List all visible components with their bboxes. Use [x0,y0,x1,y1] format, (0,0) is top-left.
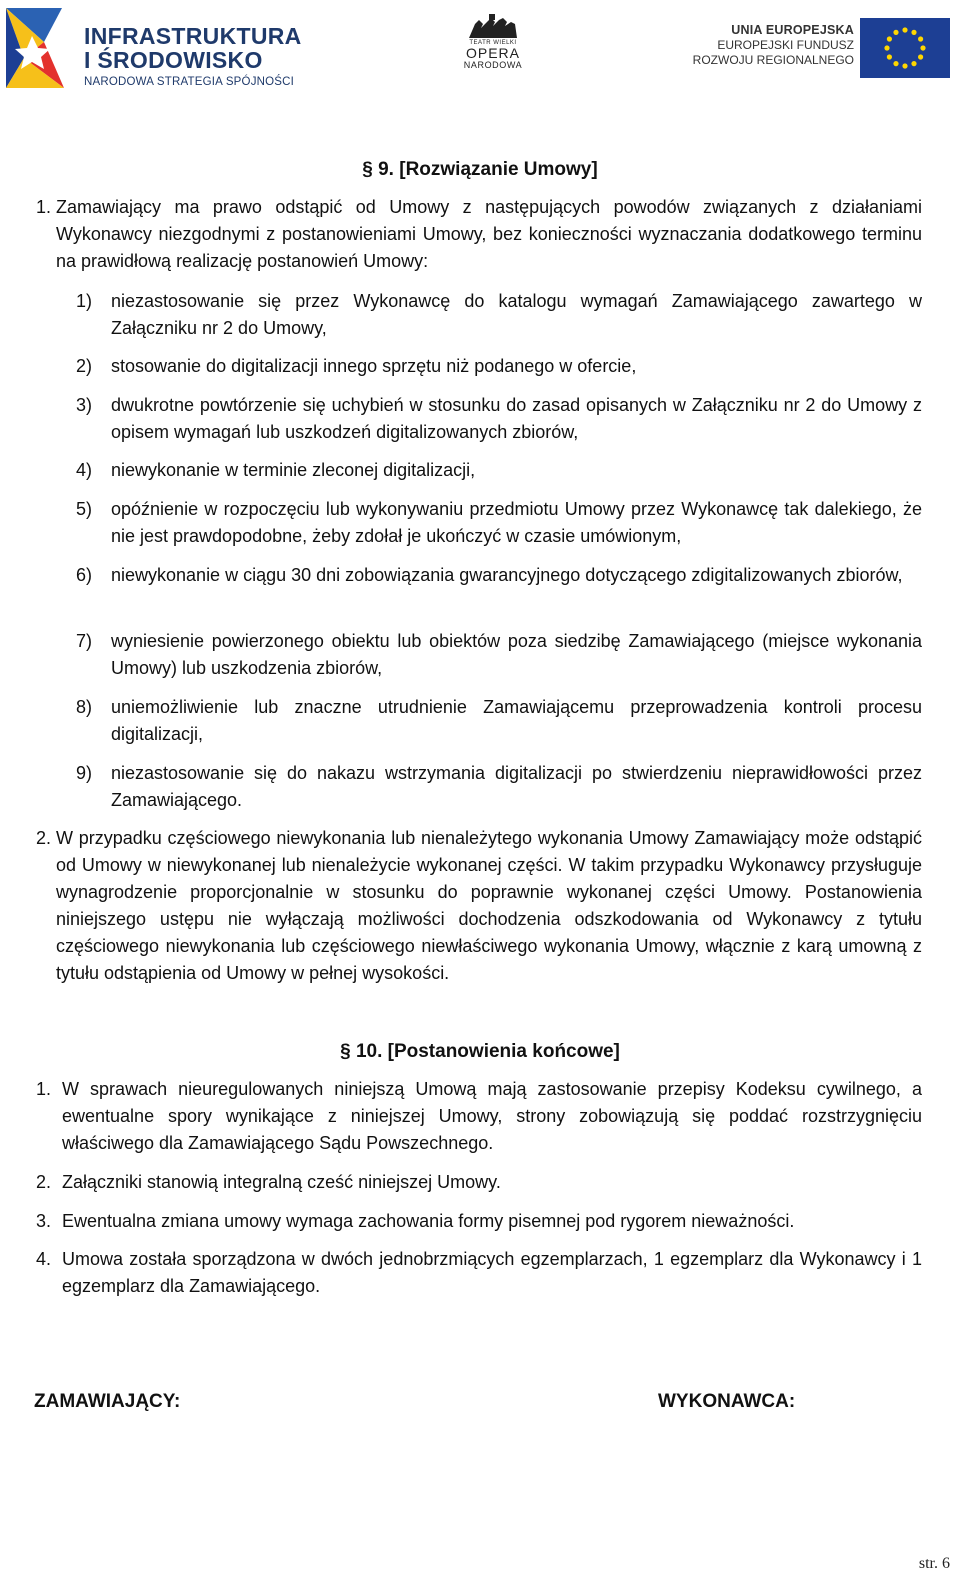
list-item: uniemożliwienie lub znaczne utrudnienie Zamawiającemu przeprowadzenia kontroli procesu digitalizacji, [111,697,922,744]
logo-line-3: NARODOWA STRATEGIA SPÓJNOŚCI [84,76,295,88]
logo-line-1: INFRASTRUKTURA [84,23,302,49]
list-item: stosowanie do digitalizacji innego sprzętu niż podanego w ofercie, [111,356,637,376]
list-item-number: 3. [36,1211,52,1231]
list-item: Umowa została sporządzona w dwóch jednobrzmiących egzemplarzach, 1 egzemplarz dla Wykonawcy i 1 egzemplarz dla Zamawiającego. [62,1249,922,1296]
list-item-number: 8) [76,697,93,717]
list-item-number: 5) [76,499,93,519]
list-item: niewykonanie w terminie zleconej digitalizacji, [111,460,476,480]
list-item: Załączniki stanowią integralną cześć niniejszej Umowy. [62,1172,501,1192]
list-item: opóźnienie w rozpoczęciu lub wykonywaniu przedmiotu Umowy przez Wykonawcę tak dalekiego, że nie jest prawdopodobne, żeby zdołał je ukończyć w czasie umówionym, [111,499,922,546]
paragraph-number: 1. [36,197,52,217]
logo-line-2: I ŚRODOWISKO [84,47,263,73]
list-item: wyniesienie powierzonego obiektu lub obiektów poza siedzibę Zamawiającego (miejsce wykonania Umowy) lub uszkodzenia zbiorów, [111,631,922,678]
list-item: dwukrotne powtórzenie się uchybień w stosunku do zasad opisanych w Załączniku nr 2 do Umowy z opisem wymagań lub uszkodzeń digitalizowanych zbiorów, [111,395,922,442]
section-9-paragraph-1: Zamawiający ma prawo odstąpić od Umowy z następujących powodów związanych z działaniami Wykonawcy niezgodnymi z postanowieniami Umowy, bez konieczności wyznaczania dodatkowego terminu na prawidłową realizację postanowień Umowy: [56,197,922,271]
list-item-number: 6) [76,565,93,585]
list-item: niezastosowanie się przez Wykonawcę do katalogu wymagań Zamawiającego zawartego w Załączniku nr 2 do Umowy, [111,291,922,338]
list-item: W sprawach nieuregulowanych niniejszą Umową mają zastosowanie przepisy Kodeksu cywilnego, a ewentualne spory wynikające z niniejszej Umowy, strony zobowiązują się poddać rozstrzygnięciu właściwego dla Zamawiającego Sądu Powszechnego. [62,1079,922,1153]
list-item-number: 1. [36,1079,52,1099]
list-item-number: 4. [36,1249,52,1269]
list-item-number: 7) [76,631,93,651]
eu-logo-line-1: UNIA EUROPEJSKA [731,23,854,37]
logo-mid-line-2: OPERA [465,45,520,61]
list-item: niezastosowanie się do nakazu wstrzymania digitalizacji po stwierdzeniu nieprawidłowości przez Zamawiającego. [111,763,922,810]
list-item-number: 3) [76,395,93,415]
list-item-number: 1) [76,291,93,311]
list-item-number: 2. [36,1172,52,1192]
list-item: niewykonanie w ciągu 30 dni zobowiązania gwarancyjnego dotyczącego zdigitalizowanych zbiorów, [111,565,903,585]
logo-mid-line-1: TEATR WIELKI [469,40,517,46]
list-item-number: 2) [76,356,93,376]
section-9-title: § 9. [Rozwiązanie Umowy] [362,159,598,180]
page-number: str. 6 [918,1555,950,1572]
eu-logo-line-3: ROZWOJU REGIONALNEGO [692,53,854,67]
signature-zamawiajacy: ZAMAWIAJĄCY: [34,1391,181,1412]
logo-mid-line-3: NARODOWA [463,60,523,70]
section-10-title: § 10. [Postanowienia końcowe] [340,1041,620,1062]
paragraph-number: 2. [36,828,52,848]
eu-logo-line-2: EUROPEJSKI FUNDUSZ [717,38,854,52]
list-item: Ewentualna zmiana umowy wymaga zachowania formy pisemnej pod rygorem nieważności. [62,1211,795,1231]
list-item-number: 4) [76,460,93,480]
list-item-number: 9) [76,763,93,783]
signature-wykonawca: WYKONAWCA: [658,1391,796,1412]
section-9-paragraph-2: W przypadku częściowego niewykonania lub nienależytego wykonania Umowy Zamawiający może odstąpić od Umowy w niewykonanej lub nienależycie wykonanej części. W takim przypadku Wykonawcy przysługuje wynagrodzenie proporcjonalnie w stosunku do poprawnie wykonanej części Umowy. Postanowienia niniejszego ustępu nie wyłączają możliwości dochodzenia odszkodowania od Wykonawcy z tytułu częściowego niewykonania lub częściowego niewłaściwego wykonania Umowy, włącznie z karą umowną z tytułu odstąpienia od Umowy w pełnej wysokości. [56,828,922,983]
